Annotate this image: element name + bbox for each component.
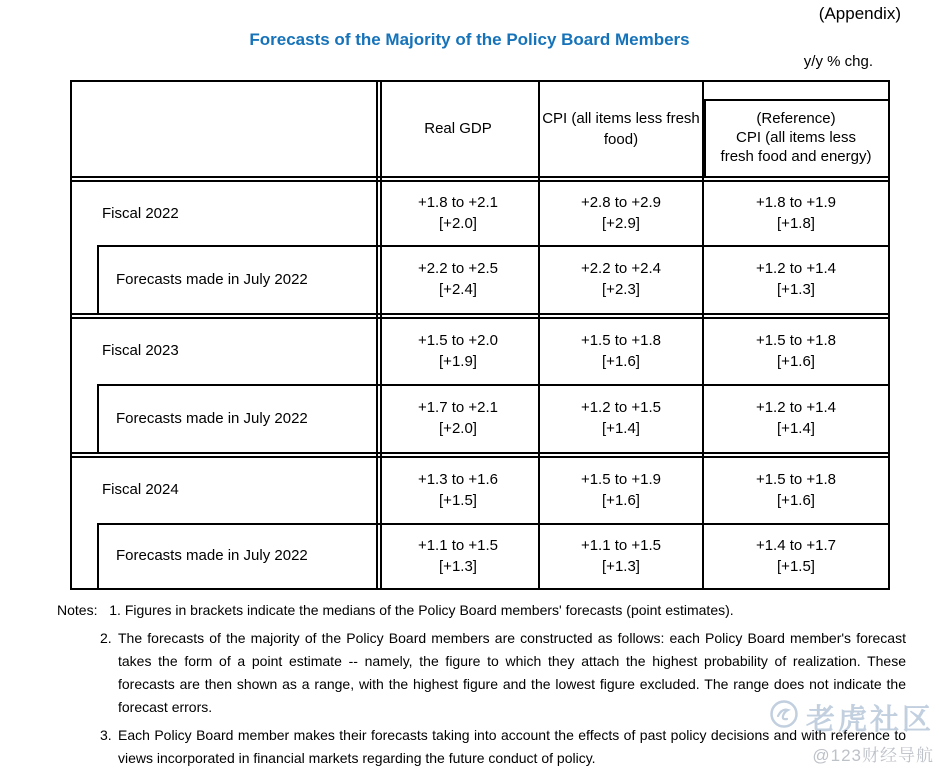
subrow-indent-line: [97, 523, 99, 588]
forecast-table: [70, 80, 890, 590]
unit-label: y/y % chg.: [803, 53, 873, 70]
subrow-indent-line: [97, 245, 99, 313]
note-2-text: The forecasts of the majority of the Policy Board members are constructed as follows: each Policy Board member's forecast takes the form of a point estimate -- namely, the figure to which they attach the highest probability of realization. These forecasts are then shown as a range, with the highest figure and the lowest figure excluded. The range does not indicate the forecast errors.: [118, 630, 906, 715]
watermark-brand: 老虎社区: [805, 704, 934, 736]
row-label-fiscal-2023: Fiscal 2023: [102, 342, 179, 359]
row-label-2022-july-forecast: Forecasts made in July 2022: [116, 270, 308, 288]
note-3-number: 3.: [100, 727, 112, 743]
appendix-label: (Appendix): [818, 4, 901, 23]
cell-2022-reference: +1.8 to +1.9 [+1.8]: [755, 194, 837, 232]
cell-2023-cpi: +1.5 to +1.8 [+1.6]: [580, 331, 662, 370]
cell-2024-cpi: +1.5 to +1.9 [+1.6]: [580, 470, 662, 509]
row-label-fiscal-2022: Fiscal 2022: [102, 204, 179, 222]
cell-2023-july-gdp: +1.7 to +2.1 [+2.0]: [417, 399, 499, 437]
cell-2022-july-reference: +1.2 to +1.4 [+1.3]: [755, 260, 837, 298]
cell-2022-gdp: +1.8 to +2.1 [+2.0]: [417, 194, 499, 232]
column-header-real-gdp: Real GDP: [424, 120, 492, 137]
row-label-fiscal-2024: Fiscal 2024: [102, 481, 179, 498]
note-2-number: 2.: [100, 630, 112, 646]
cell-2023-gdp: +1.5 to +2.0 [+1.9]: [417, 331, 499, 370]
watermark-handle: @123财经导航: [812, 746, 934, 765]
cell-2023-reference: +1.5 to +1.8 [+1.6]: [755, 331, 837, 370]
subrow-indent-line: [97, 384, 99, 452]
note-2: [100, 627, 906, 719]
notes-section: [0, 599, 939, 770]
note-1-number: 1.: [109, 602, 121, 618]
column-header-reference: (Reference) CPI (all items less fresh food and energy): [720, 110, 872, 165]
cell-2024-july-reference: +1.4 to +1.7 [+1.5]: [755, 536, 837, 575]
cell-2023-july-reference: +1.2 to +1.4 [+1.4]: [755, 399, 837, 437]
row-label-2023-july-forecast: Forecasts made in July 2022: [116, 409, 308, 427]
cell-2022-july-cpi: +2.2 to +2.4 [+2.3]: [580, 260, 662, 298]
row-label-2024-july-forecast: Forecasts made in July 2022: [116, 547, 308, 564]
cell-2024-july-cpi: +1.1 to +1.5 [+1.3]: [580, 536, 662, 575]
cell-2024-july-gdp: +1.1 to +1.5 [+1.3]: [417, 536, 499, 575]
cell-2023-july-cpi: +1.2 to +1.5 [+1.4]: [580, 399, 662, 437]
column-header-cpi: CPI (all items less fresh food): [542, 109, 700, 148]
cell-2022-cpi: +2.8 to +2.9 [+2.9]: [580, 194, 662, 232]
note-3: [100, 724, 906, 770]
cell-2024-gdp: +1.3 to +1.6 [+1.5]: [417, 470, 499, 509]
cell-2024-reference: +1.5 to +1.8 [+1.6]: [755, 470, 837, 509]
cell-2022-july-gdp: +2.2 to +2.5 [+2.4]: [417, 260, 499, 298]
page-title: Forecasts of the Majority of the Policy Board Members: [249, 30, 690, 49]
note-1-text: Figures in brackets indicate the medians of the Policy Board members' forecasts (point estimates).: [124, 602, 734, 618]
notes-label: Notes:: [57, 602, 98, 618]
note-1: [57, 599, 939, 622]
note-3-text: Each Policy Board member makes their forecasts taking into account the effects of past policy decisions and with reference to views incorporated in financial markets regarding the future conduct of policy.: [118, 727, 906, 766]
